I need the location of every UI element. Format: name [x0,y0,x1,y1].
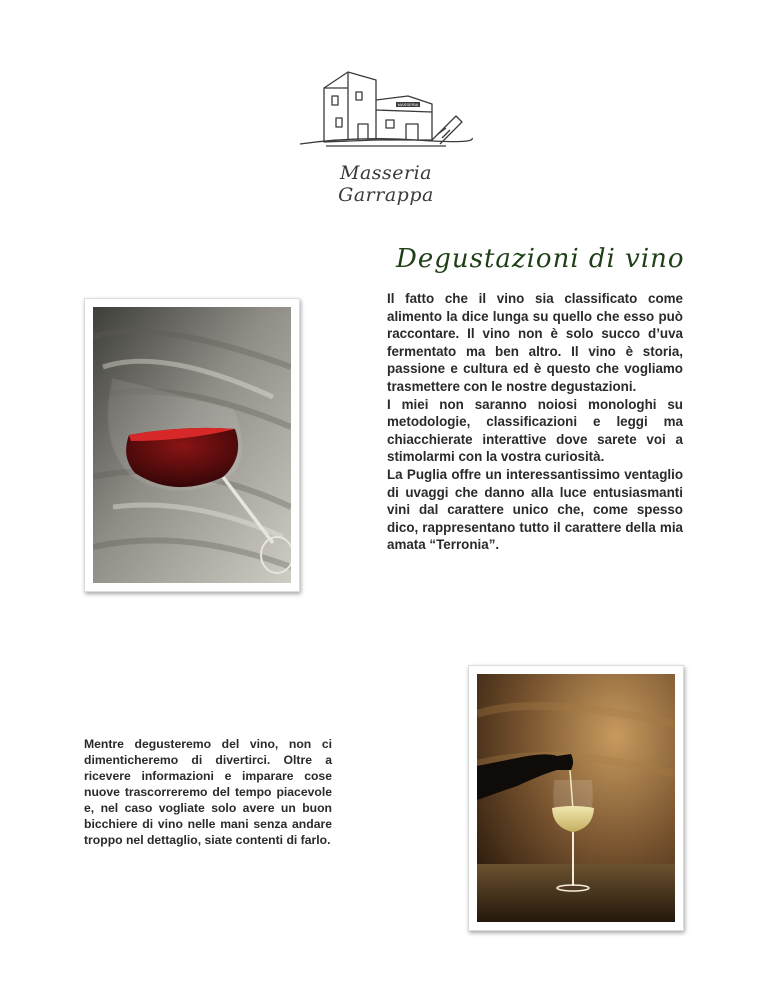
paragraph-third: La Puglia offre un interessantissimo ventaglio di uvaggi che danno alla luce entusiasmanti vini dal carattere unico che, come spesso dico, rappresentano tutto il carattere della mia amata “Terronia”. [387,466,683,553]
page-title: Degustazioni di vino [396,244,685,274]
paragraph-left: Mentre degusteremo del vino, non ci dimenticheremo di divertirci. Oltre a ricevere informazioni e imparare cose nuove trascorreremo del tempo piacevole e, nel caso vogliate solo avere un buon bicchiere di vino nelle mani senza andare troppo nel dettaglio, siate contenti di farlo. [84,737,332,847]
masseria-building-sketch-icon [296,66,476,162]
masseria-logo [296,66,476,206]
white-wine-photo [468,665,684,931]
intro-text-block [387,290,683,554]
paragraph-intro: Il fatto che il vino sia classificato come alimento la dice lunga su quello che esso può raccontare. Il vino non è solo succo d’uva fermentato ma ben altro. Il vino è storia, passione e cultura ed è questo che vogliamo trasmettere con le nostre degustazioni. [387,291,683,394]
paragraph-second: I miei non saranno noiosi monologhi su metodologie, classificazioni e leggi ma chiacchierate interattive dove sarete voi a stimolarmi con la vostra curiosità. [387,396,683,465]
sign-text: MASSERIA [397,102,419,107]
red-wine-glass-photo [93,307,291,583]
white-wine-pouring-photo [477,674,675,922]
brand-name: Masseria Garrappa [338,162,434,206]
red-wine-photo [84,298,300,592]
